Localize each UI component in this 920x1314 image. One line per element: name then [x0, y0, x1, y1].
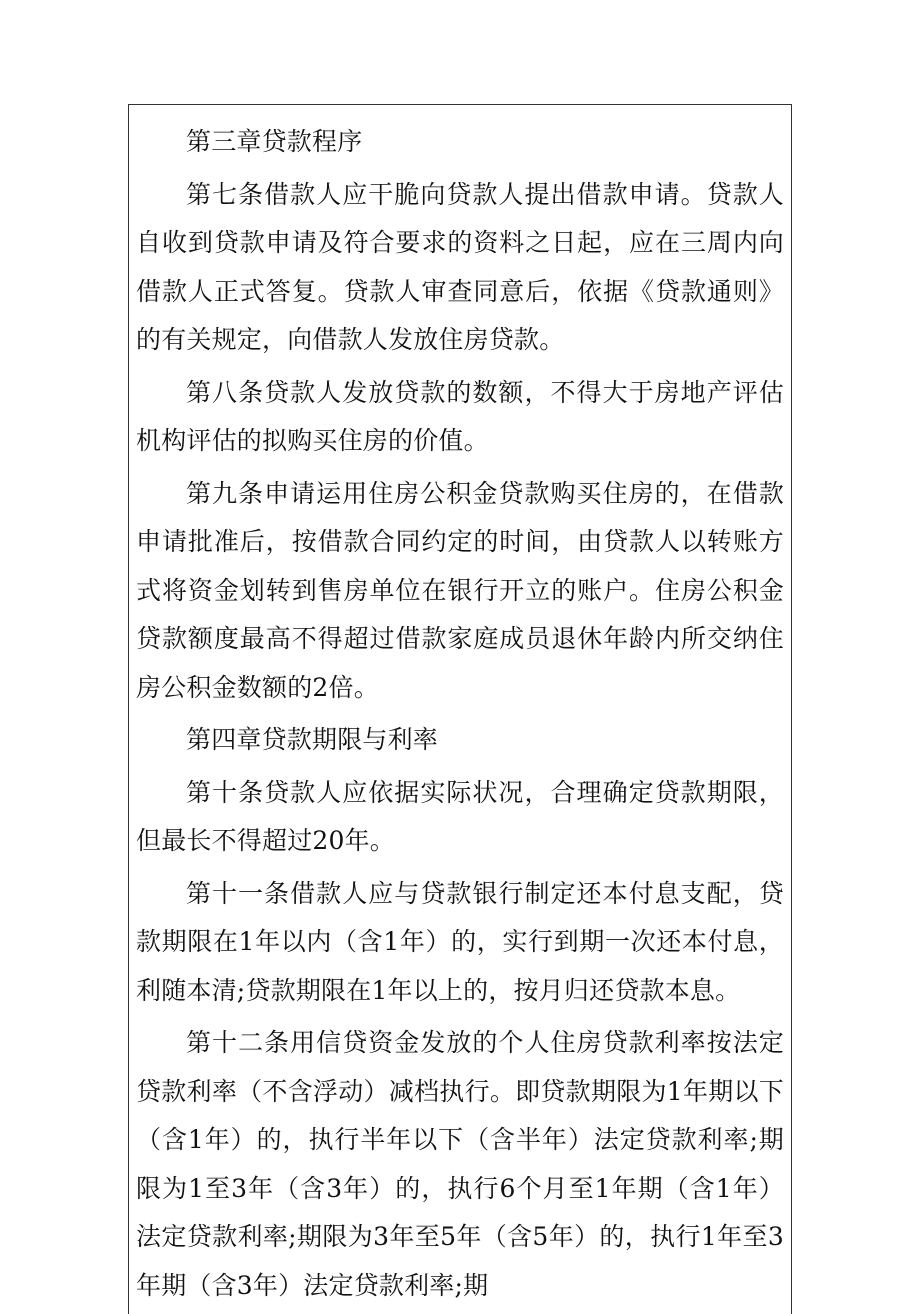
document-body	[136, 118, 784, 1314]
article-12: 第十二条用信贷资金发放的个人住房贷款利率按法定贷款利率（不含浮动）减档执行。即贷款期限为1年期以下（含1年）的，执行半年以下（含半年）法定贷款利率;期限为1至3年（含3年）的，执行6个月至1年期（含1年）法定贷款利率;期限为3年至5年（含5年）的，执行1年至3年期（含3年）法定贷款利率;期	[136, 1028, 784, 1300]
article-10: 第十条贷款人应依据实际状况，合理确定贷款期限，但最长不得超过20年。	[136, 777, 784, 855]
article-9: 第九条申请运用住房公积金贷款购买住房的，在借款申请批准后，按借款合同约定的时间，由贷款人以转账方式将资金划转到售房单位在银行开立的账户。住房公积金贷款额度最高不得超过借款家庭成员退休年龄内所交纳住房公积金数额的2倍。	[136, 478, 784, 702]
article-11: 第十一条借款人应与贷款银行制定还本付息支配，贷款期限在1年以内（含1年）的，实行到期一次还本付息，利随本清;贷款期限在1年以上的，按月归还贷款本息。	[136, 878, 784, 1005]
article-8: 第八条贷款人发放贷款的数额，不得大于房地产评估机构评估的拟购买住房的价值。	[136, 377, 784, 455]
article-7: 第七条借款人应干脆向贷款人提出借款申请。贷款人自收到贷款申请及符合要求的资料之日起，应在三周内向借款人正式答复。贷款人审查同意后，依据《贷款通则》的有关规定，向借款人发放住房贷款。	[136, 179, 784, 354]
chapter-heading-4: 第四章贷款期限与利率	[186, 725, 439, 754]
chapter-heading-3: 第三章贷款程序	[186, 127, 363, 156]
